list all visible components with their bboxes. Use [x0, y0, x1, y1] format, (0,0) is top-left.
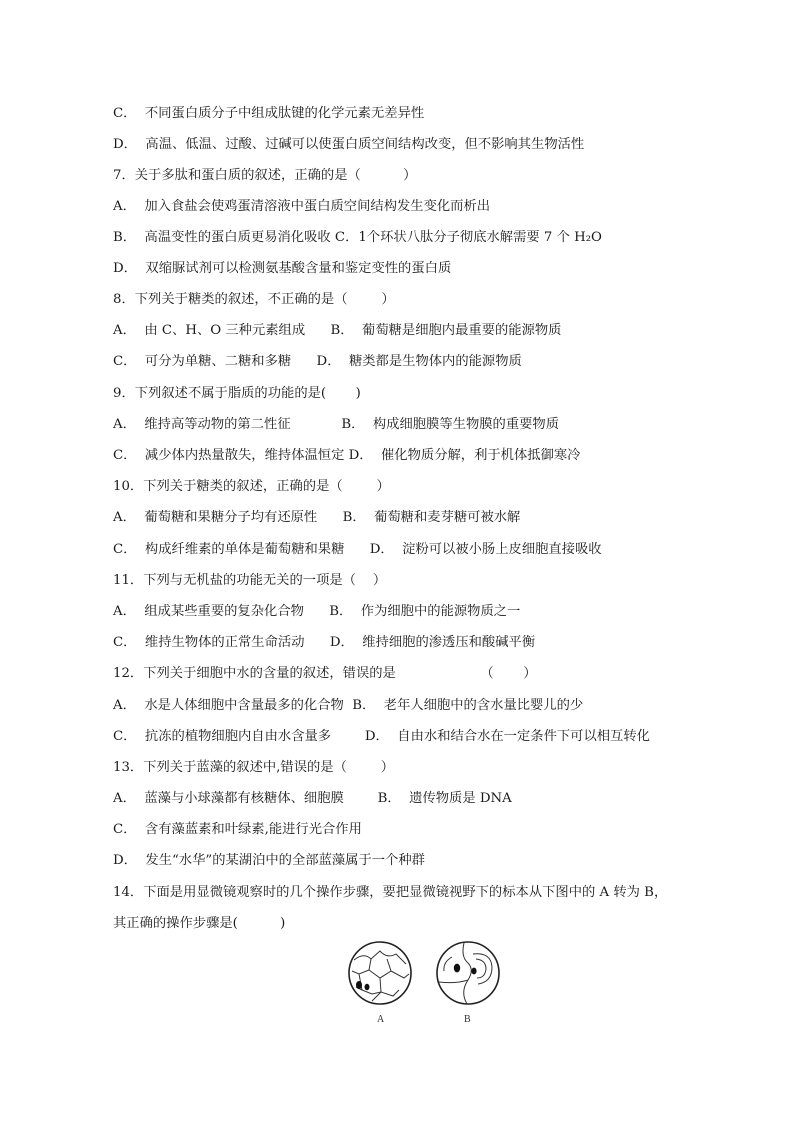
question-13-option-c: C． 含有藻蓝素和叶绿素,能进行光合作用	[113, 822, 362, 837]
figure-label-b: B	[464, 1014, 471, 1025]
question-8-stem: 8．下列关于糖类的叙述，不正确的是（ ）	[113, 292, 395, 307]
question-13-stem: 13．下列关于蓝藻的叙述中,错误的是（ ）	[113, 760, 395, 775]
question-11-options-cd: C． 维持生物体的正常生命活动 D． 维持细胞的渗透压和酸碱平衡	[113, 635, 536, 650]
question-6-option-d: D． 高温、低温、过酸、过碱可以使蛋白质空间结构改变，但不影响其生物活性	[113, 137, 585, 152]
question-9-stem: 9．下列叙述不属于脂质的功能的是( )	[113, 386, 361, 401]
question-9-options-ab: A． 维持高等动物的第二性征 B． 构成细胞膜等生物膜的重要物质	[113, 417, 560, 432]
question-10-options-ab: A． 葡萄糖和果糖分子均有还原性 B． 葡萄糖和麦芽糖可被水解	[113, 510, 521, 525]
question-13-options-ab: A． 蓝藻与小球藻都有核糖体、细胞膜 B． 遗传物质是 DNA	[113, 791, 512, 806]
question-8-options-ab: A． 由 C、H、O 三种元素组成 B． 葡萄糖是细胞内最重要的能源物质	[113, 323, 562, 338]
question-11-stem: 11．下列与无机盐的功能无关的一项是（ ）	[113, 573, 387, 588]
question-13-option-d: D． 发生“水华”的某湖泊中的全部蓝藻属于一个种群	[113, 853, 425, 868]
question-6-option-c: C． 不同蛋白质分子中组成肽键的化学元素无差异性	[113, 106, 425, 121]
question-14-stem-continued: 其正确的操作步骤是( )	[113, 916, 286, 931]
question-11-options-ab: A． 组成某些重要的复杂化合物 B． 作为细胞中的能源物质之一	[113, 604, 521, 619]
question-12-options-cd: C． 抗冻的植物细胞内自由水含量多 D． 自由水和结合水在一定条件下可以相互转化	[113, 729, 650, 744]
question-7-option-d: D． 双缩脲试剂可以检测氨基酸含量和鉴定变性的蛋白质	[113, 261, 452, 276]
question-12-stem: 12．下列关于细胞中水的含量的叙述，错误的是 （ ）	[113, 666, 537, 681]
question-12-options-ab: A． 水是人体细胞中含量最多的化合物 B． 老年人细胞中的含水量比婴儿的少	[113, 698, 584, 713]
question-7-stem: 7．关于多肽和蛋白质的叙述，正确的是（ ）	[113, 168, 417, 183]
question-14-stem: 14．下面是用显微镜观察时的几个操作步骤，要把显微镜视野下的标本从下图中的 A 转为 B，	[113, 885, 668, 900]
question-7-option-bc: B． 高温变性的蛋白质更易消化吸收 C．1个环状八肽分子彻底水解需要 7 个 H₂O	[113, 230, 602, 245]
figure-label-a: A	[377, 1014, 385, 1025]
question-8-options-cd: C． 可分为单糖、二糖和多糖 D． 糖类都是生物体内的能源物质	[113, 354, 522, 369]
microscope-field-a	[349, 942, 411, 1004]
question-10-stem: 10．下列关于糖类的叙述，正确的是（ ）	[113, 479, 390, 494]
microscope-field-b	[437, 942, 499, 1004]
question-7-option-a: A． 加入食盐会使鸡蛋清溶液中蛋白质空间结构发生变化而析出	[113, 199, 491, 214]
question-10-options-cd: C． 构成纤维素的单体是葡萄糖和果糖 D． 淀粉可以被小肠上皮细胞直接吸收	[113, 542, 602, 557]
question-9-options-cd: C． 减少体内热量散失，维持体温恒定 D． 催化物质分解，利于机体抵御寒冷	[113, 448, 581, 463]
microscope-figure	[340, 938, 510, 1028]
